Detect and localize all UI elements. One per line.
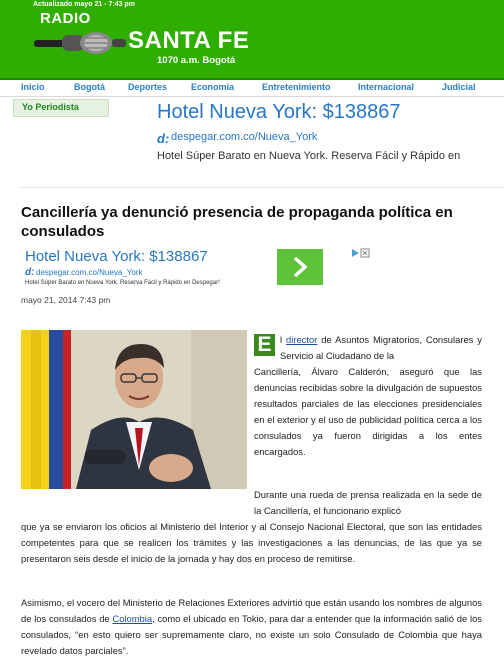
inline-ad-description: Hotel Súper Barato en Nueva York. Reserva Fácil y Rápido en Despegar! <box>25 280 220 286</box>
article-paragraph-1: Cancillería, Álvaro Calderón, aseguró que las denuncias recibidas sobre la divulgación de supuestos resultados parciales de las elecciones presidenciales en el exterior y el uso de publicidad política cerca a los consulados ya fueron dirigidas a los entes encargados. <box>254 366 482 457</box>
despegar-logo-icon: d: <box>25 267 35 278</box>
nav-item-bogota[interactable]: Bogotá <box>74 82 105 92</box>
sidebar-tab-yo-periodista[interactable] <box>13 99 109 117</box>
logo-radio-text: RADIO <box>40 10 91 27</box>
article-dropcap: E <box>254 334 275 356</box>
p1-text-post: de Asuntos Migratorios, Consulares y Servicio al Ciudadano de la <box>280 334 482 361</box>
article-paragraph-2-wrap: Durante una rueda de prensa realizada en la sede de la Cancillería, el funcionario explicó <box>254 489 482 516</box>
top-ad-title-link[interactable]: Hotel Nueva York: $138867 <box>157 101 401 123</box>
divider <box>20 187 504 188</box>
nav-item-internacional[interactable]: Internacional <box>358 82 415 92</box>
adchoices-icon[interactable] <box>351 248 371 258</box>
top-ad-url-link[interactable]: despegar.com.co/Nueva_York <box>171 131 318 143</box>
nav-item-inicio[interactable]: Inicio <box>21 82 45 92</box>
p3-text-post: , como el ubicado en Tokio, para dar a entender que la información salió de los consulados, “en esto quiero ser supremamente claro, no existe un solo Consulado de Colombia que haya revelado datos parciales”. <box>21 613 482 656</box>
chevron-right-icon <box>289 256 311 278</box>
article-headline: Cancillería ya denunció presencia de propaganda política en consulados <box>21 204 453 240</box>
p3-text-pre: Asimismo, el vocero del Ministerio de Relaciones Exteriores advirtió que están usando los nombres de algunos de los consulados de <box>21 597 482 624</box>
nav-item-entretenimiento[interactable]: Entretenimiento <box>262 82 331 92</box>
colombia-link[interactable]: Colombia <box>112 613 153 624</box>
inline-ad <box>21 247 373 289</box>
despegar-logo-icon: d: <box>157 131 170 146</box>
logo-station-name: SANTA FE <box>128 27 250 54</box>
speaker-portrait-image <box>21 330 247 489</box>
logo-frequency: 1070 a.m. Bogotá <box>157 55 236 66</box>
article-date: mayo 21, 2014 7:43 pm <box>21 295 111 305</box>
inline-ad-title-link[interactable]: Hotel Nueva York: $138867 <box>25 248 208 265</box>
article-paragraph-1-wrap <box>280 332 482 364</box>
director-link[interactable]: director <box>286 334 318 345</box>
article-paragraph-3 <box>21 595 482 659</box>
p1-text-pre: l <box>280 334 287 345</box>
nav-item-deportes[interactable]: Deportes <box>128 82 168 92</box>
site-header <box>0 0 504 80</box>
last-updated-text: Actualizado mayo 21 - 7:43 pm <box>33 1 135 8</box>
nav-item-judicial[interactable]: Judicial <box>442 82 476 92</box>
top-ad-description: Hotel Súper Barato en Nueva York. Reserva Fácil y Rápido en <box>157 150 461 162</box>
nav-item-economia[interactable]: Economía <box>191 82 235 92</box>
article-photo <box>21 330 247 489</box>
inline-ad-go-button[interactable] <box>277 249 323 285</box>
inline-ad-url-link[interactable]: despegar.com.co/Nueva_York <box>36 268 143 277</box>
main-nav <box>0 80 504 97</box>
sidebar-tab-label: Yo Periodista <box>22 102 79 112</box>
radio-santa-fe-logo[interactable] <box>30 10 280 70</box>
article-paragraph-2: que ya se enviaron los oficios al Ministerio del Interior y al Consejo Nacional Electoral, que son las entidades competentes para que se realicen los trámites y las investigaciones a las denuncias, de las que ya se presentaron seis desde el inicio de la jornada y hay dos en proceso de remitirse. <box>21 521 482 564</box>
